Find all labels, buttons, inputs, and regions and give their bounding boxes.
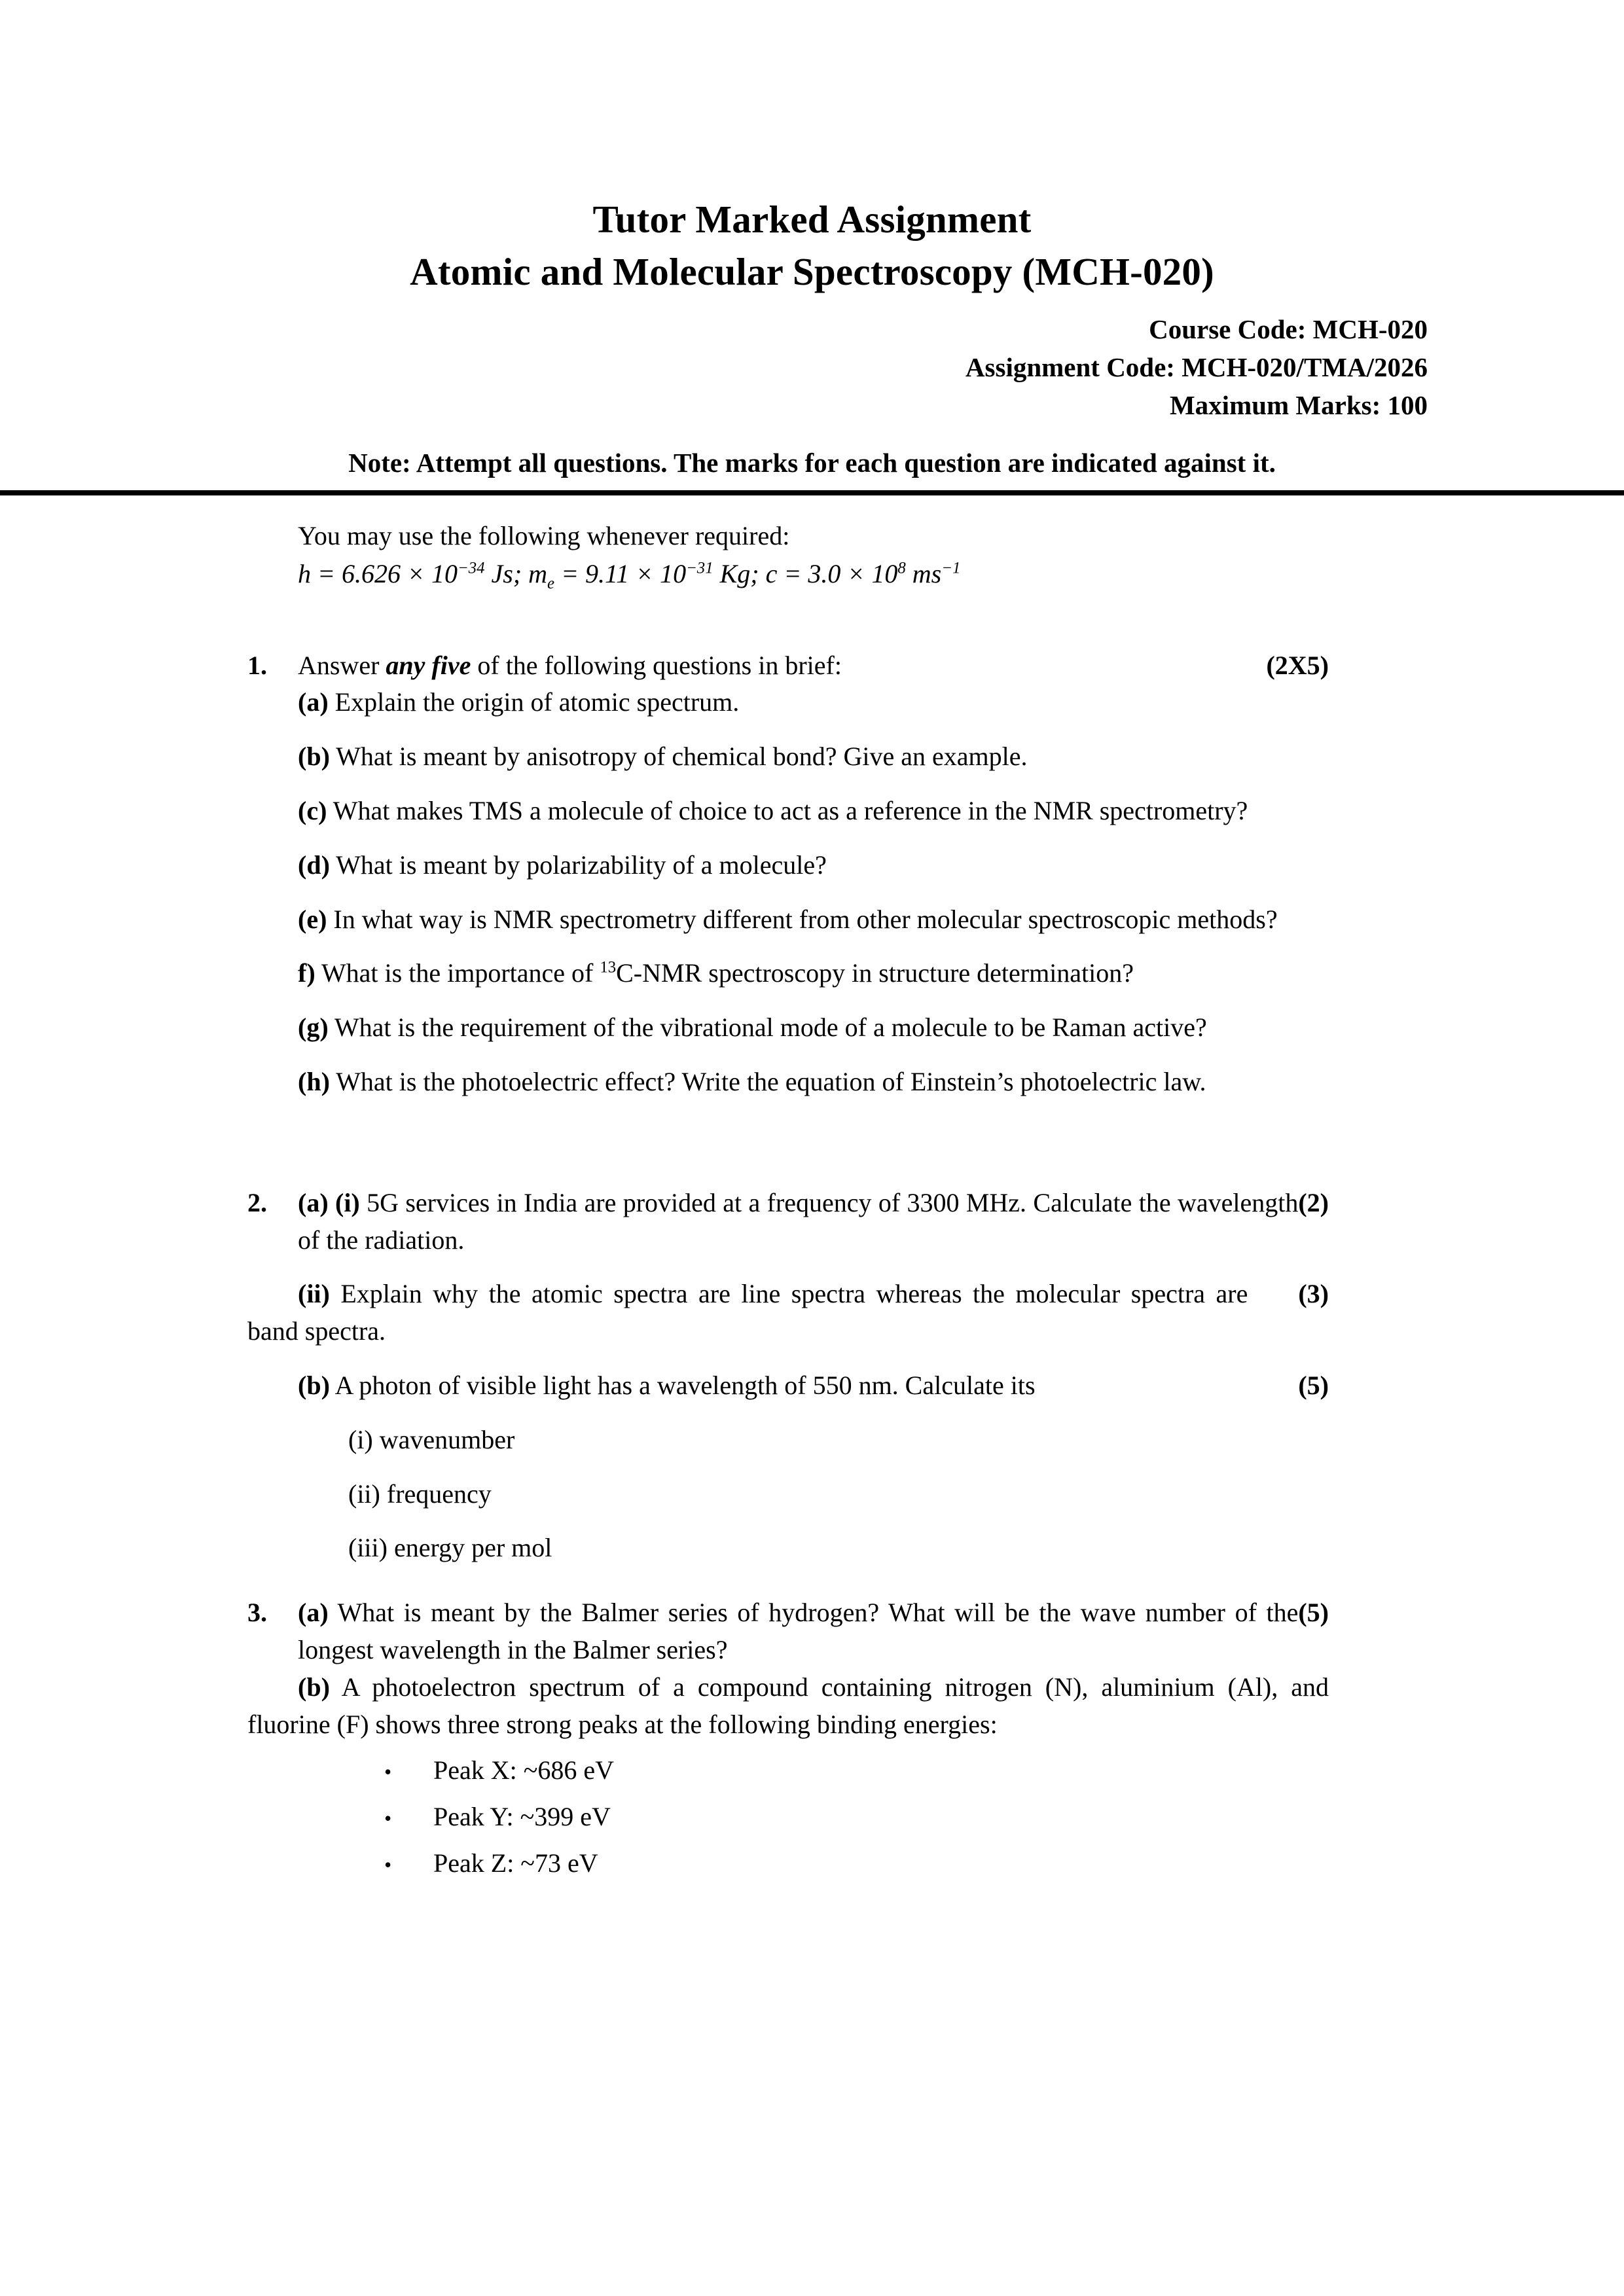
question-2-part-b-marks: (5) <box>1298 1370 1329 1400</box>
peak-y-value: Peak Y: ~399 eV <box>433 1802 611 1832</box>
question-3-part-a-label: (a) <box>298 1598 329 1628</box>
question-3-part-b-label: (b) <box>298 1672 330 1702</box>
question-1-item-e-label: (e) <box>298 904 327 934</box>
question-2-part-a-ii-marks: (3) <box>1298 1279 1329 1309</box>
constants-preamble <box>247 519 1329 591</box>
question-2-part-a-i-marks: (2) <box>1298 1187 1329 1217</box>
question-2-body <box>247 1185 1329 1567</box>
header-divider <box>0 490 1624 495</box>
question-1-item-g <box>247 1009 1329 1047</box>
question-1-item-b-text: What is meant by anisotropy of chemical bond? Give an example. <box>329 742 1028 772</box>
bullet-icon: • <box>384 1806 392 1831</box>
question-1-stem <box>298 647 1329 685</box>
question-2-part-a-ii <box>247 1276 1329 1350</box>
question-3-part-a-marks: (5) <box>1298 1598 1329 1628</box>
spacer <box>298 776 1329 793</box>
peak-x-value: Peak X: ~686 eV <box>433 1755 615 1785</box>
question-1-item-a-label: (a) <box>298 687 329 717</box>
spacer <box>247 591 1329 647</box>
planck-symbol: h <box>298 558 311 588</box>
question-1-item-g-text: What is the requirement of the vibrational mode of a molecule to be Raman active? <box>328 1013 1207 1043</box>
course-meta-block <box>0 310 1624 425</box>
spacer <box>298 1259 1329 1276</box>
instructions-note: Note: Attempt all questions. The marks for each question are indicated against it. <box>348 447 1276 478</box>
question-2-part-b-item-iii: (iii) energy per mol <box>348 1533 552 1563</box>
question-2-part-b-text: A photon of visible light has a wavelength of 550 nm. Calculate its <box>329 1370 1036 1400</box>
question-1 <box>247 647 1329 1101</box>
spacer <box>298 721 1329 738</box>
course-subtitle: Atomic and Molecular Spectroscopy (MCH-020) <box>410 249 1214 293</box>
question-2-number: 2. <box>247 1187 267 1217</box>
question-1-stem-pre: Answer <box>298 650 386 680</box>
question-3-number: 3. <box>247 1598 267 1628</box>
question-1-item-c-text: What makes TMS a molecule of choice to act as a reference in the NMR spectrometry? <box>327 795 1248 825</box>
spacer <box>247 1157 1329 1185</box>
page-title: Tutor Marked Assignment <box>592 198 1032 241</box>
light-speed-unit: ms <box>905 558 942 588</box>
question-1-marks: (2X5) <box>1266 650 1329 680</box>
question-1-item-b <box>247 738 1329 776</box>
maximum-marks: Maximum Marks: 100 <box>1169 390 1428 421</box>
question-2-part-b-item-ii: (ii) frequency <box>348 1479 492 1509</box>
question-1-item-e-text: In what way is NMR spectrometry different from other molecular spectroscopic methods? <box>327 904 1278 934</box>
constants-intro: You may use the following whenever required: <box>298 520 790 550</box>
spacer <box>247 1567 1329 1594</box>
question-1-item-f-label: f) <box>298 958 316 988</box>
electron-mass-symbol: m <box>528 558 548 588</box>
question-1-item-c-label: (c) <box>298 795 327 825</box>
list-item <box>384 1752 1329 1789</box>
question-1-body <box>298 647 1329 1101</box>
spacer <box>298 830 1329 847</box>
question-2-part-a-label: (a) <box>298 1187 329 1217</box>
course-code: Course Code: MCH-020 <box>1149 314 1428 344</box>
question-1-stem-post: of the following questions in brief: <box>471 650 842 680</box>
planck-unit: Js; <box>484 558 529 588</box>
question-1-number: 1. <box>247 650 267 680</box>
question-3-part-a <box>298 1594 1329 1669</box>
binding-energy-list <box>298 1752 1329 1882</box>
bullet-icon: • <box>384 1852 392 1876</box>
question-1-item-f-text-before: What is the importance of <box>315 958 600 988</box>
spacer <box>298 938 1329 955</box>
spacer <box>298 884 1329 901</box>
constants-formula <box>298 557 1329 591</box>
light-speed-exponent: 8 <box>897 559 906 577</box>
question-1-item-b-label: (b) <box>298 742 330 772</box>
question-2-part-b-label: (b) <box>298 1370 330 1400</box>
question-3-part-b-text: A photoelectron spectrum of a compound containing nitrogen (N), aluminium (Al), and fluorine (F) shows three strong peaks at the following binding energies: <box>247 1672 1329 1739</box>
question-3 <box>247 1594 1329 1882</box>
question-2-part-b-item-i: (i) wavenumber <box>348 1424 515 1454</box>
electron-mass-exponent: −31 <box>686 559 713 577</box>
light-speed-symbol: c <box>765 558 778 588</box>
light-speed-unit-exponent: −1 <box>941 559 961 577</box>
question-1-item-f-text-after: C-NMR spectroscopy in structure determination? <box>616 958 1134 988</box>
title-block <box>0 196 1624 296</box>
planck-value: = 6.626 × 10 <box>311 558 458 588</box>
question-1-item-g-label: (g) <box>298 1013 329 1043</box>
planck-exponent: −34 <box>457 559 485 577</box>
electron-mass-subscript: e <box>547 574 555 592</box>
question-1-item-h <box>247 1064 1329 1101</box>
question-3-part-b <box>247 1669 1329 1744</box>
carbon-13-superscript: 13 <box>600 959 617 977</box>
electron-mass-value: = 9.11 × 10 <box>554 558 687 588</box>
spacer <box>298 1047 1329 1064</box>
question-1-item-c <box>247 793 1329 830</box>
question-2-part-a-ii-label: (ii) <box>298 1279 330 1309</box>
question-1-item-d-label: (d) <box>298 850 330 880</box>
question-2 <box>247 1185 1329 1567</box>
question-2-part-a-i-text: 5G services in India are provided at a frequency of 3300 MHz. Calculate the wavelength of the radiation. <box>298 1187 1299 1255</box>
peak-z-value: Peak Z: ~73 eV <box>433 1848 598 1878</box>
question-1-item-a-text: Explain the origin of atomic spectrum. <box>328 687 740 717</box>
light-speed-value: = 3.0 × 10 <box>777 558 898 588</box>
electron-mass-unit: Kg; <box>713 558 766 588</box>
question-1-stem-emphasis: any five <box>386 650 471 680</box>
assignment-code: Assignment Code: MCH-020/TMA/2026 <box>965 352 1428 383</box>
question-3-part-a-text: What is meant by the Balmer series of hydrogen? What will be the wave number of the longest wavelength in the Balmer series? <box>298 1598 1299 1664</box>
list-item <box>384 1799 1329 1836</box>
questions-area <box>0 495 1624 1882</box>
question-1-item-h-label: (h) <box>298 1066 330 1096</box>
question-1-item-e <box>247 901 1329 939</box>
bullet-icon: • <box>384 1760 392 1784</box>
question-2-part-a-ii-text: Explain why the atomic spectra are line spectra whereas the molecular spectra are band spectra. <box>247 1279 1248 1346</box>
question-2-part-a-i <box>298 1185 1329 1259</box>
question-1-item-d-text: What is meant by polarizability of a molecule? <box>329 850 827 880</box>
spacer <box>247 1101 1329 1157</box>
spacer <box>298 1350 1329 1367</box>
spacer <box>298 992 1329 1009</box>
question-1-item-f <box>247 955 1329 992</box>
question-1-item-a <box>247 684 1329 721</box>
list-item <box>384 1845 1329 1882</box>
question-3-body <box>247 1594 1329 1882</box>
question-1-item-d <box>247 847 1329 884</box>
question-1-item-h-text: What is the photoelectric effect? Write the equation of Einstein’s photoelectric law. <box>329 1066 1206 1096</box>
question-2-part-b <box>247 1367 1329 1405</box>
question-2-part-a-i-label: (i) <box>335 1187 360 1217</box>
